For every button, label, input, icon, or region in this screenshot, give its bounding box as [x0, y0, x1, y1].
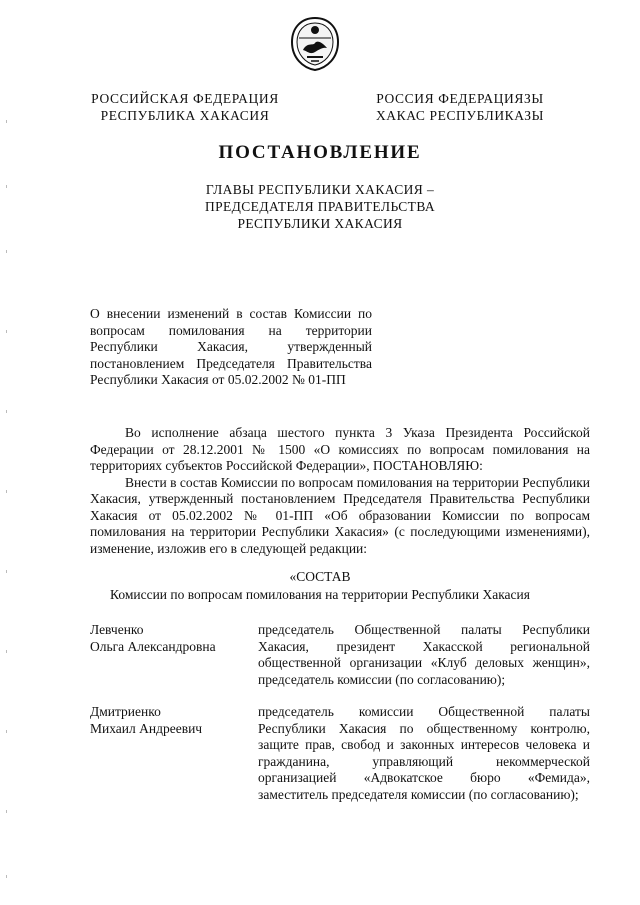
member-name: [90, 622, 255, 655]
body-paragraph-1: Во исполнение абзаца шестого пункта 3 Указа Президента Российской Федерации от 28.12.2001 № 1500 «О комиссиях по вопросам помилования на территориях субъектов Российской Федерации», ПОСТАНОВЛЯЮ:: [90, 425, 590, 473]
header-right-line1: РОССИЯ ФЕДЕРАЦИЯЗЫ: [376, 91, 544, 106]
subject-line5: Республики Хакасия от 05.02.2002 № 01-ПП: [90, 372, 346, 387]
member-name: [90, 704, 255, 737]
composition-subheading: Комиссии по вопросам помилования на территории Республики Хакасия: [110, 587, 530, 602]
member-surname: Дмитриенко: [90, 704, 161, 719]
subject-line1: О внесении изменений в состав Комиссии по: [90, 306, 372, 321]
document-subject: [90, 306, 372, 389]
body-text: [90, 425, 590, 557]
subtitle-line2: ПРЕДСЕДАТЕЛЯ ПРАВИТЕЛЬСТВА: [204, 199, 436, 214]
composition-heading: «СОСТАВ: [289, 569, 351, 584]
document-subtitle: [0, 181, 640, 232]
member-surname: Левченко: [90, 622, 144, 637]
header-russian: [90, 90, 280, 124]
emblem-icon: [289, 16, 341, 72]
subtitle-line1: ГЛАВЫ РЕСПУБЛИКИ ХАКАСИЯ –: [205, 182, 435, 197]
body-paragraph-2: Внести в состав Комиссии по вопросам помилования на территории Республики Хакасия, утвержденный постановлением Председателя Правительства Республики Хакасия от 05.02.2002 № 01-ПП «Об образовании Комиссии по вопросам помилования на территории Республики Хакасия» (с последующими изменениями), изменение, изложив его в следующей редакции:: [90, 474, 590, 556]
member-given-name: Михаил Андреевич: [90, 720, 203, 736]
subject-line3: Республики Хакасия, утвержденный: [90, 339, 372, 354]
subject-line2: вопросам помилования на территории: [90, 322, 372, 338]
header-khakas: [360, 90, 560, 124]
header-left-line2: РЕСПУБЛИКА ХАКАСИЯ: [100, 108, 270, 123]
subtitle-line3: РЕСПУБЛИКИ ХАКАСИЯ: [237, 216, 403, 231]
member-role: председатель Общественной палаты Республики Хакасия, президент Хакасской региональной общественной организации «Клуб деловых женщин», председатель комиссии (по согласованию);: [258, 622, 590, 687]
header-right-line2: ХАКАС РЕСПУБЛИКАЗЫ: [375, 108, 545, 123]
document-title: ПОСТАНОВЛЕНИЕ: [218, 142, 422, 163]
subject-line4: постановлением Председателя Правительства: [90, 355, 372, 371]
header-left-line1: РОССИЙСКАЯ ФЕДЕРАЦИЯ: [91, 91, 279, 106]
scan-edge-marks: [6, 0, 8, 905]
member-given-name: Ольга Александровна: [90, 638, 216, 654]
member-role: председатель комиссии Общественной палаты Республики Хакасия по общественному контролю, защите прав, свобод и законных интересов человека и гражданина, управляющий некоммерческой организацией «Адвокатское бюро «Фемида», заместитель председателя комиссии (по согласованию);: [258, 704, 590, 802]
